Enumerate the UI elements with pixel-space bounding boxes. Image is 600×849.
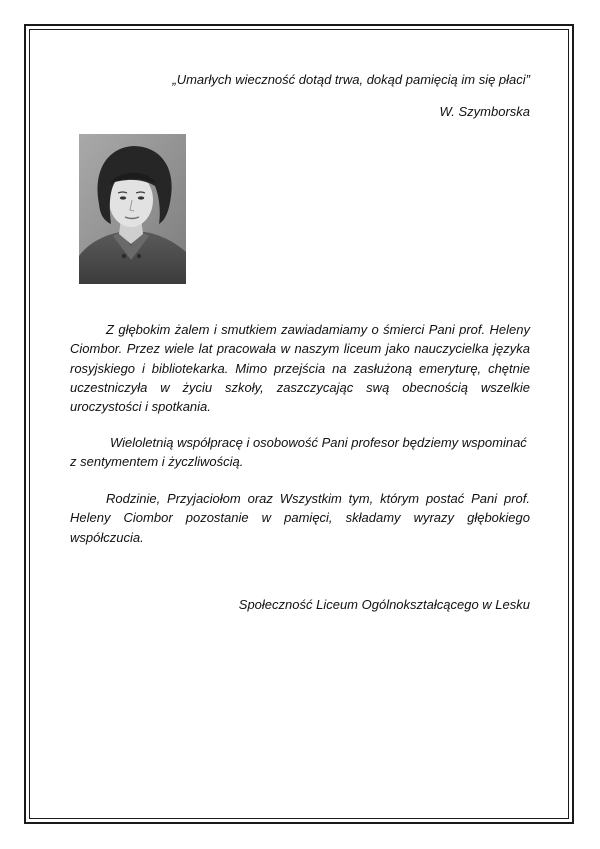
condolences-paragraph: Rodzinie, Przyjaciołom oraz Wszystkim tym, którym postać Pani prof. Heleny Ciombor pozostanie w pamięci, składamy wyrazy głębokiego współczucia. (70, 491, 530, 545)
announcement-paragraph: Z głębokim żalem i smutkiem zawiadamiamy o śmierci Pani prof. Heleny Ciombor. Przez wiele lat pracowała w naszym liceum jako nauczycielka języka rosyjskiego i bibliotekarka. Mimo przejścia na zasłużoną emeryturę, chętnie uczestniczyła w życiu szkoły, zaszczycając swą obecnością wszelkie uroczystości i spotkania. (70, 322, 530, 415)
portrait-photo-icon (79, 134, 186, 284)
epigraph-author: W. Szymborska (439, 104, 530, 119)
signature: Społeczność Liceum Ogólnokształcącego w Lesku (238, 597, 530, 612)
epigraph-quote: „Umarłych wieczność dotąd trwa, dokąd pamięcią im się płaci” (172, 72, 530, 87)
remembrance-paragraph: Wieloletnią współpracę i osobowość Pani profesor będziemy wspominać z sentymentem i życzliwością. (70, 435, 527, 470)
portrait-photo (79, 134, 186, 284)
